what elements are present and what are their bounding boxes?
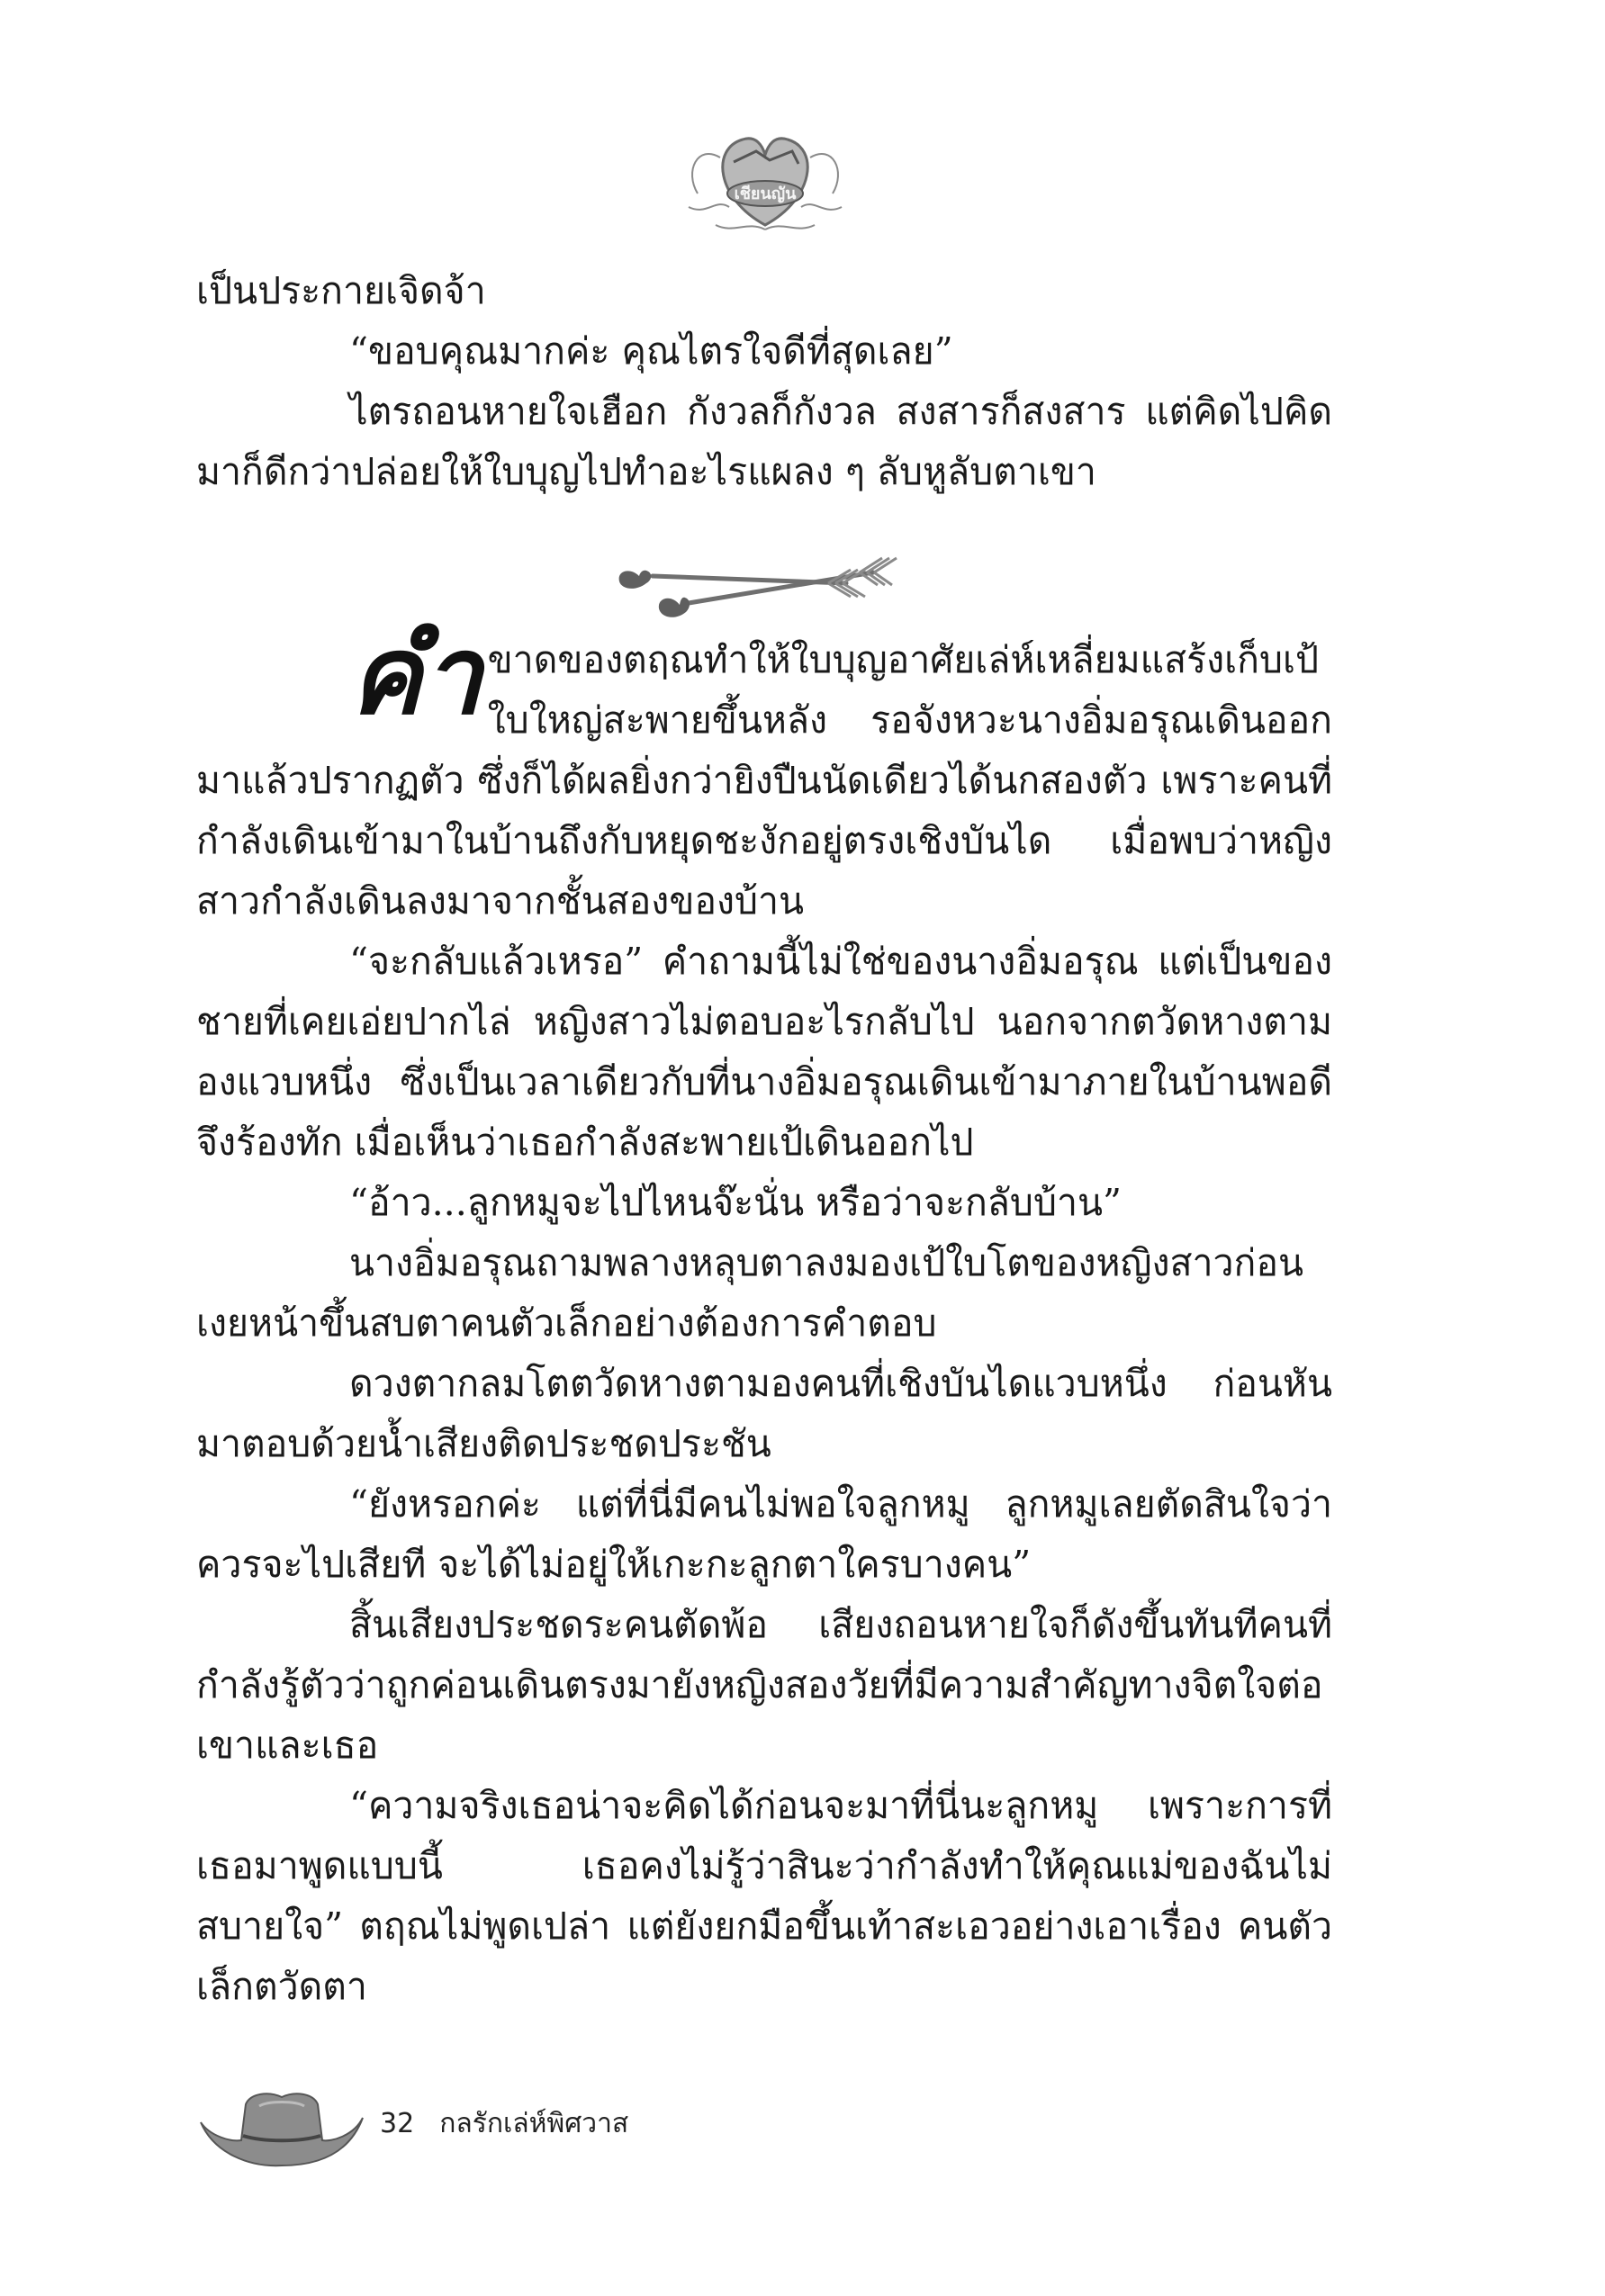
paragraph: ดวงตากลมโตตวัดหางตามองคนที่เชิงบันไดแวบหนึ่ง ก่อนหันมาตอบด้วยน้ำเสียงติดประชดประชัน bbox=[196, 1362, 1332, 1465]
paragraph: “ความจริงเธอน่าจะคิดได้ก่อนจะมาที่นี่นะลูกหมู เพราะการที่เธอมาพูดแบบนี้ เธอคงไม่รู้ว่าสินะว่ากำลังทำให้คุณแม่ของฉันไม่สบายใจ” ตฤณไม่พูดเปล่า แต่ยังยกมือขึ้นเท้าสะเอวอย่างเอาเรื่อง คนตัวเล็กตวัดตา bbox=[196, 1784, 1332, 2008]
heart-emblem-icon bbox=[680, 108, 851, 243]
footer bbox=[380, 2102, 628, 2145]
paragraph: สิ้นเสียงประชดระคนตัดพ้อ เสียงถอนหายใจก็ดังขึ้นทันทีคนที่กำลังรู้ตัวว่าถูกค่อนเดินตรงมายังหญิงสองวัยที่มีความสำคัญทางจิตใจต่อเขาและเธอ bbox=[196, 1603, 1332, 1767]
paragraph: “จะกลับแล้วเหรอ” คำถามนี้ไม่ใช่ของนางอิ่มอรุณ แต่เป็นของชายที่เคยเอ่ยปากไล่ หญิงสาวไม่ตอบอะไรกลับไป นอกจากตวัดหางตามองแวบหนึ่ง ซึ่งเป็นเวลาเดียวกับที่นางอิ่มอรุณเดินเข้ามาภายในบ้านพอดีจึงร้องทัก เมื่อเห็นว่าเธอกำลังสะพายเป้เดินออกไป bbox=[196, 940, 1332, 1164]
paragraph: นางอิ่มอรุณถามพลางหลุบตาลงมองเป้ใบโตของหญิงสาวก่อนเงยหน้าขึ้นสบตาคนตัวเล็กอย่างต้องการคำตอบ bbox=[196, 1241, 1304, 1345]
main-text-block bbox=[196, 614, 1332, 2017]
drop-cap: คำ bbox=[349, 614, 482, 739]
paragraph: “อ้าว...ลูกหมูจะไปไหนจ๊ะนั่น หรือว่าจะกลับบ้าน” bbox=[349, 1181, 1122, 1224]
paragraph: “ยังหรอกค่ะ แต่ที่นี่มีคนไม่พอใจลูกหมู ลูกหมูเลยตัดสินใจว่าควรจะไปเสียที จะได้ไม่อยู่ให้เกะกะลูกตาใครบางคน” bbox=[196, 1482, 1332, 1586]
paragraph: ไตรถอนหายใจเฮือก กังวลก็กังวล สงสารก็สงสาร แต่คิดไปคิดมาก็ดีกว่าปล่อยให้ใบบุญไปทำอะไรแผลง ๆ ลับหูลับตาเขา bbox=[196, 390, 1332, 493]
top-text-block bbox=[196, 261, 1332, 502]
first-paragraph-text: ขาดของตฤณทำให้ใบบุญอาศัยเล่ห์เหลี่ยมแสร้งเก็บเป้ใบใหญ่สะพายขึ้นหลัง รอจังหวะนางอิ่มอรุณเดินออกมาแล้วปรากฏตัว ซึ่งก็ได้ผลยิ่งกว่ายิงปืนนัดเดียวได้นกสองตัว เพราะคนที่กำลังเดินเข้ามาในบ้านถึงกับหยุดชะงักอยู่ตรงเชิงบันได เมื่อพบว่าหญิงสาวกำลังเดินลงมาจากชั้นสองของบ้าน bbox=[196, 638, 1332, 923]
paragraph: เป็นประกายเจิดจ้า bbox=[196, 269, 486, 312]
book-title: กลรักเล่ห์พิศวาส bbox=[439, 2108, 629, 2139]
paragraph: “ขอบคุณมากค่ะ คุณไตรใจดีที่สุดเลย” bbox=[349, 329, 953, 373]
emblem-label: เชียนญัน bbox=[734, 185, 797, 203]
page-number: 32 bbox=[380, 2108, 415, 2139]
cupid-arrows-icon bbox=[603, 547, 918, 628]
first-paragraph bbox=[196, 614, 1332, 932]
cowboy-hat-icon bbox=[196, 2086, 367, 2172]
